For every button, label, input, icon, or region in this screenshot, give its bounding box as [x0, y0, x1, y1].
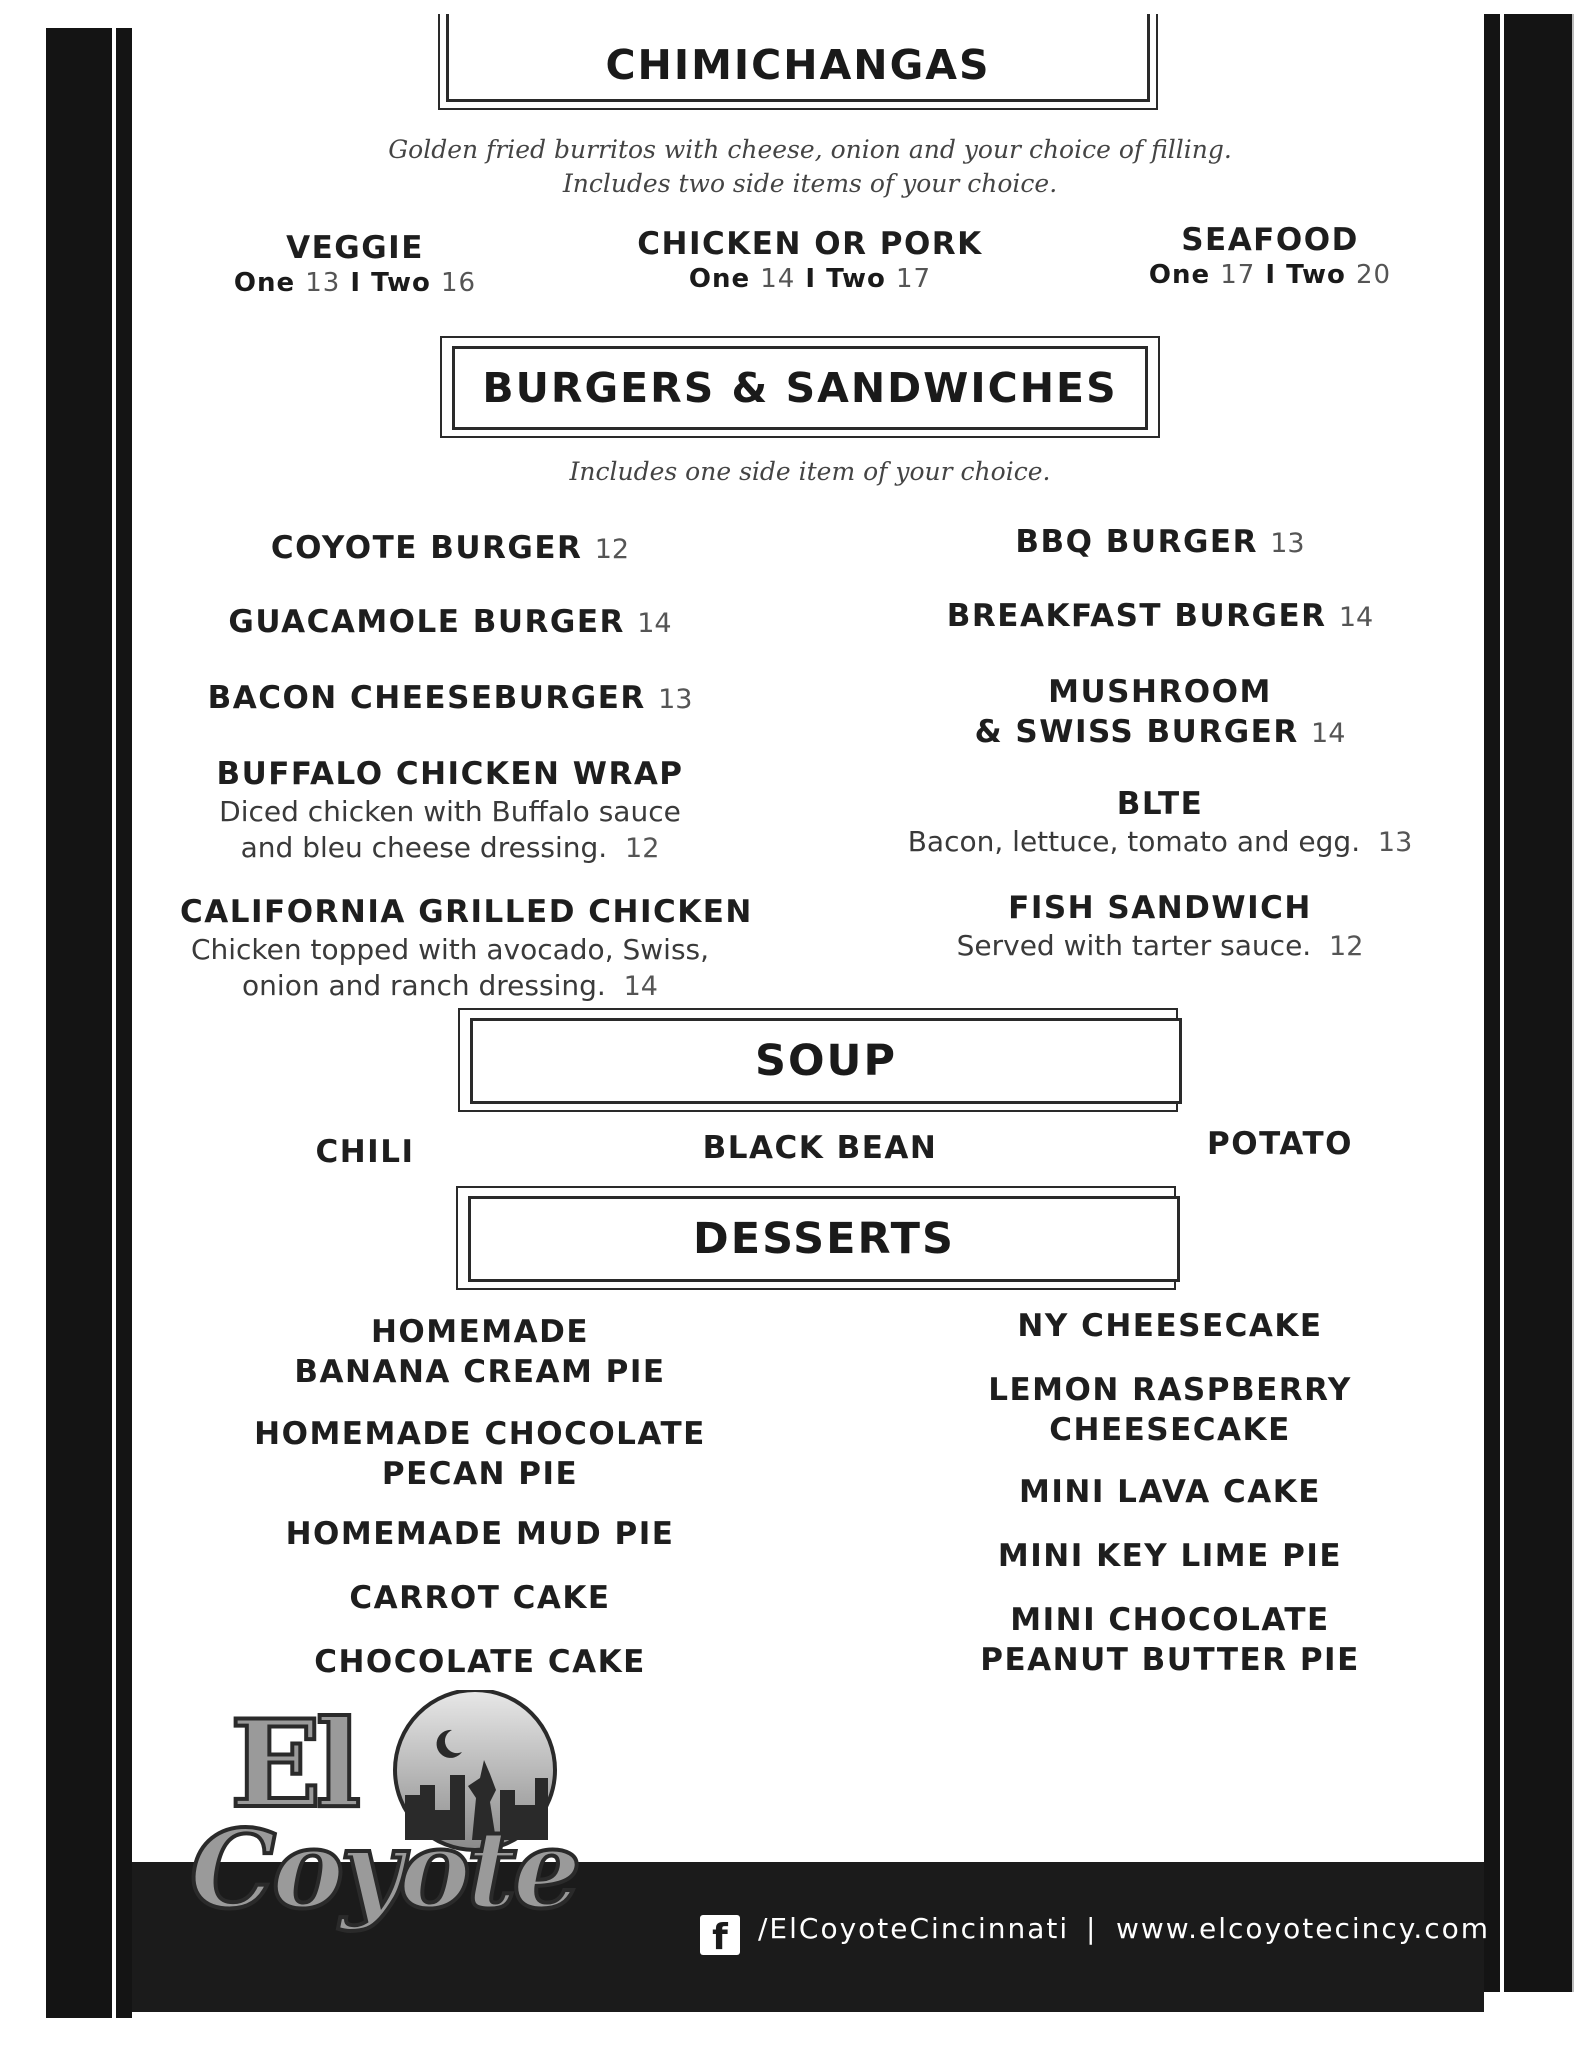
dessert-name-2: CHEESECAKE: [1049, 1412, 1291, 1448]
menu-item-coyote-burger: COYOTE BURGER 12: [270, 530, 630, 566]
item-description: Bacon, lettuce, tomato and egg. 13: [907, 825, 1413, 858]
item-name: BLTE: [1116, 786, 1204, 822]
chimichanga-option-veggie: [200, 228, 510, 298]
dessert-name: HOMEMADE: [370, 1314, 590, 1350]
dessert-banana-cream-pie: [200, 1312, 760, 1392]
dessert-name: HOMEMADE CHOCOLATE: [254, 1416, 706, 1452]
dessert-name: MINI CHOCOLATE: [1010, 1602, 1330, 1638]
item-description: Chicken topped with avocado, Swiss,: [190, 933, 710, 966]
item-description-2: onion and ranch dressing. 14: [242, 969, 658, 1002]
dessert-lemon-raspberry-cheesecake: [900, 1370, 1440, 1450]
soup-item-chili: CHILI: [315, 1134, 415, 1170]
dessert-mini-lava-cake: MINI LAVA CAKE: [1019, 1474, 1321, 1510]
left-border-rail: [46, 28, 132, 2018]
menu-item-guacamole-burger: GUACAMOLE BURGER 14: [228, 604, 672, 640]
item-name: BUFFALO CHICKEN WRAP: [216, 756, 684, 792]
menu-item-blte: [880, 784, 1440, 861]
dessert-name: LEMON RASPBERRY: [988, 1372, 1352, 1408]
item-name: CALIFORNIA GRILLED CHICKEN: [180, 894, 753, 930]
dessert-carrot-cake: CARROT CAKE: [349, 1580, 611, 1616]
logo-text-coyote: Coyote: [190, 1807, 578, 1933]
option-prices: One 13 I Two 16: [233, 268, 477, 298]
option-prices: One 17 I Two 20: [1148, 260, 1392, 290]
soup-item-potato: POTATO: [1207, 1126, 1353, 1162]
dessert-chocolate-pecan-pie: [200, 1414, 760, 1494]
chimichangas-subtitle-2: Includes two side items of your choice.: [562, 169, 1058, 198]
left-border-stripe: [112, 28, 116, 2018]
chimichanga-option-seafood: [1110, 220, 1430, 290]
dessert-mini-key-lime-pie: MINI KEY LIME PIE: [997, 1538, 1343, 1574]
menu-item-california-grilled-chicken: [180, 892, 753, 1005]
dessert-name-2: PECAN PIE: [381, 1456, 579, 1492]
option-name: VEGGIE: [286, 230, 424, 266]
facebook-icon[interactable]: f: [700, 1915, 740, 1955]
dessert-name-2: BANANA CREAM PIE: [294, 1354, 666, 1390]
menu-item-bbq-burger: BBQ BURGER 13: [1015, 524, 1305, 560]
right-border-rail: [1484, 14, 1572, 1992]
item-description-2: and bleu cheese dressing. 12: [240, 831, 660, 864]
chimichangas-subtitle-1: Golden fried burritos with cheese, onion and your choice of filling.: [388, 135, 1232, 164]
option-prices: One 14 I Two 17: [688, 264, 932, 294]
website-link[interactable]: www.elcoyotecincy.com: [1116, 1912, 1491, 1945]
item-description: Diced chicken with Buffalo sauce: [219, 795, 681, 828]
dessert-mini-chocolate-peanut-butter-pie: [900, 1600, 1440, 1680]
dessert-mud-pie: HOMEMADE MUD PIE: [285, 1516, 675, 1552]
burgers-title: BURGERS & SANDWICHES: [452, 346, 1148, 430]
menu-item-mushroom-swiss-burger: [880, 672, 1440, 754]
menu-item-bacon-cheeseburger: BACON CHEESEBURGER 13: [207, 680, 693, 716]
menu-item-buffalo-chicken-wrap: [180, 754, 720, 867]
dessert-ny-cheesecake: NY CHEESECAKE: [1017, 1308, 1323, 1344]
logo-text-el: El: [230, 1694, 356, 1835]
item-description: Served with tarter sauce. 12: [956, 929, 1364, 962]
desserts-title: DESSERTS: [468, 1196, 1180, 1282]
right-border-stripe: [1500, 14, 1504, 1992]
page-edge: [1572, 14, 1574, 1992]
item-name: FISH SANDWICH: [1008, 890, 1312, 926]
chimichanga-option-chicken-pork: [600, 224, 1020, 294]
burgers-subtitle: Includes one side item of your choice.: [569, 457, 1051, 486]
soup-title: SOUP: [470, 1018, 1182, 1104]
item-name-2: & SWISS BURGER 14: [974, 714, 1346, 750]
dessert-chocolate-cake: CHOCOLATE CAKE: [314, 1644, 646, 1680]
el-coyote-logo: [190, 1690, 610, 2020]
soup-item-black-bean: BLACK BEAN: [702, 1130, 938, 1166]
footer-divider: |: [1086, 1912, 1098, 1945]
menu-item-fish-sandwich: [880, 888, 1440, 965]
option-name: SEAFOOD: [1181, 222, 1359, 258]
item-name: MUSHROOM: [1048, 674, 1272, 710]
option-name: CHICKEN OR PORK: [637, 226, 983, 262]
chimichangas-title: CHIMICHANGAS: [446, 14, 1150, 102]
menu-item-breakfast-burger: BREAKFAST BURGER 14: [946, 598, 1374, 634]
facebook-link[interactable]: /ElCoyoteCincinnati: [758, 1912, 1070, 1945]
dessert-name-2: PEANUT BUTTER PIE: [980, 1642, 1360, 1678]
